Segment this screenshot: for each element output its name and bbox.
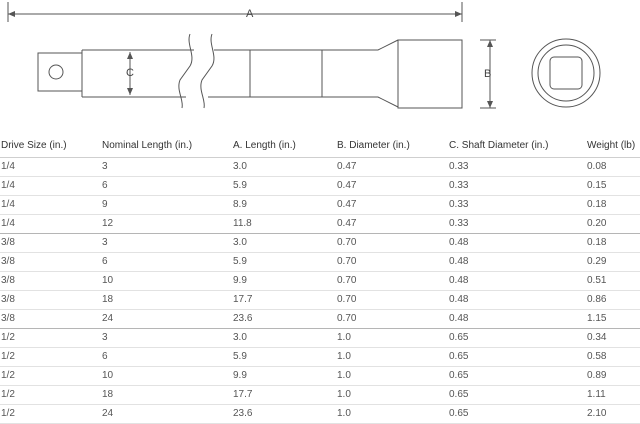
- cell-c-shaft-diameter: 0.48: [448, 291, 586, 310]
- table-row: [0, 329, 640, 348]
- table-header-row: [0, 134, 640, 158]
- cell-b-diameter: 0.70: [336, 253, 448, 272]
- cell-a-length: 8.9: [232, 196, 336, 215]
- cell-weight: 0.89: [586, 367, 640, 386]
- table-row: [0, 348, 640, 367]
- cell-weight: 2.10: [586, 405, 640, 424]
- cell-c-shaft-diameter: 0.33: [448, 177, 586, 196]
- cell-a-length: 9.9: [232, 367, 336, 386]
- cell-c-shaft-diameter: 0.65: [448, 405, 586, 424]
- table-row: [0, 158, 640, 177]
- shaft-right: [208, 40, 398, 107]
- table-row: [0, 405, 640, 424]
- cell-weight: 0.15: [586, 177, 640, 196]
- cell-c-shaft-diameter: 0.65: [448, 348, 586, 367]
- cell-weight: 0.20: [586, 215, 640, 234]
- specifications-table: [0, 134, 640, 424]
- cell-a-length: 11.8: [232, 215, 336, 234]
- cell-b-diameter: 0.47: [336, 177, 448, 196]
- header-drive-size: Drive Size (in.): [0, 134, 101, 158]
- table-row: [0, 291, 640, 310]
- table-row: [0, 386, 640, 405]
- header-weight: Weight (lb): [586, 134, 640, 158]
- cell-drive-size: 3/8: [0, 310, 101, 329]
- dimension-c-label: C: [126, 67, 134, 79]
- cell-b-diameter: 0.47: [336, 158, 448, 177]
- cell-drive-size: 1/4: [0, 177, 101, 196]
- cell-weight: 0.18: [586, 234, 640, 253]
- cell-weight: 0.29: [586, 253, 640, 272]
- cell-c-shaft-diameter: 0.33: [448, 215, 586, 234]
- cell-weight: 0.18: [586, 196, 640, 215]
- cell-a-length: 5.9: [232, 177, 336, 196]
- cell-c-shaft-diameter: 0.33: [448, 158, 586, 177]
- cell-b-diameter: 0.70: [336, 310, 448, 329]
- cell-a-length: 23.6: [232, 405, 336, 424]
- table-row: [0, 310, 640, 329]
- cell-nominal-length: 24: [101, 310, 232, 329]
- cell-nominal-length: 3: [101, 234, 232, 253]
- cell-b-diameter: 1.0: [336, 386, 448, 405]
- cell-c-shaft-diameter: 0.65: [448, 329, 586, 348]
- cell-b-diameter: 0.47: [336, 196, 448, 215]
- cell-a-length: 9.9: [232, 272, 336, 291]
- table-row: [0, 196, 640, 215]
- cell-a-length: 23.6: [232, 310, 336, 329]
- cell-c-shaft-diameter: 0.48: [448, 234, 586, 253]
- dimension-b-label: B: [484, 68, 492, 80]
- cell-drive-size: 1/2: [0, 329, 101, 348]
- cell-nominal-length: 3: [101, 329, 232, 348]
- cell-drive-size: 1/2: [0, 348, 101, 367]
- cell-c-shaft-diameter: 0.65: [448, 367, 586, 386]
- cell-nominal-length: 3: [101, 158, 232, 177]
- cell-nominal-length: 6: [101, 348, 232, 367]
- dimension-a-label: A: [246, 8, 254, 20]
- table-row: [0, 367, 640, 386]
- table-row: [0, 177, 640, 196]
- cell-b-diameter: 0.47: [336, 215, 448, 234]
- drive-end: [38, 53, 82, 91]
- cell-c-shaft-diameter: 0.48: [448, 253, 586, 272]
- cell-nominal-length: 10: [101, 272, 232, 291]
- cell-drive-size: 3/8: [0, 291, 101, 310]
- socket-head: [398, 40, 462, 108]
- cell-drive-size: 3/8: [0, 272, 101, 291]
- cell-drive-size: 1/4: [0, 215, 101, 234]
- cell-nominal-length: 18: [101, 386, 232, 405]
- cell-b-diameter: 0.70: [336, 234, 448, 253]
- cell-a-length: 17.7: [232, 386, 336, 405]
- header-b-diameter: B. Diameter (in.): [336, 134, 448, 158]
- cell-weight: 0.58: [586, 348, 640, 367]
- cell-weight: 0.08: [586, 158, 640, 177]
- cell-drive-size: 1/2: [0, 367, 101, 386]
- cell-a-length: 5.9: [232, 348, 336, 367]
- cell-c-shaft-diameter: 0.48: [448, 272, 586, 291]
- header-nominal-length: Nominal Length (in.): [101, 134, 232, 158]
- cell-b-diameter: 1.0: [336, 329, 448, 348]
- cell-c-shaft-diameter: 0.48: [448, 310, 586, 329]
- cell-a-length: 3.0: [232, 329, 336, 348]
- cell-nominal-length: 24: [101, 405, 232, 424]
- extension-bar-diagram: [0, 0, 640, 125]
- table-row: [0, 234, 640, 253]
- cell-a-length: 3.0: [232, 234, 336, 253]
- cell-drive-size: 3/8: [0, 234, 101, 253]
- cell-c-shaft-diameter: 0.33: [448, 196, 586, 215]
- cell-weight: 0.34: [586, 329, 640, 348]
- header-c-shaft-diameter: C. Shaft Diameter (in.): [448, 134, 586, 158]
- cell-b-diameter: 1.0: [336, 405, 448, 424]
- cell-nominal-length: 12: [101, 215, 232, 234]
- cell-a-length: 3.0: [232, 158, 336, 177]
- shaft-left: [82, 50, 194, 97]
- cell-nominal-length: 18: [101, 291, 232, 310]
- cell-drive-size: 1/4: [0, 196, 101, 215]
- table-row: [0, 253, 640, 272]
- cell-nominal-length: 9: [101, 196, 232, 215]
- cell-drive-size: 1/2: [0, 405, 101, 424]
- cell-c-shaft-diameter: 0.65: [448, 386, 586, 405]
- cell-nominal-length: 10: [101, 367, 232, 386]
- cell-weight: 0.86: [586, 291, 640, 310]
- cell-drive-size: 1/2: [0, 386, 101, 405]
- cell-a-length: 5.9: [232, 253, 336, 272]
- cell-drive-size: 3/8: [0, 253, 101, 272]
- cell-b-diameter: 1.0: [336, 348, 448, 367]
- dimension-a: [8, 2, 462, 22]
- table-row: [0, 272, 640, 291]
- cell-drive-size: 1/4: [0, 158, 101, 177]
- cell-b-diameter: 0.70: [336, 272, 448, 291]
- table-row: [0, 215, 640, 234]
- cell-weight: 0.51: [586, 272, 640, 291]
- cell-b-diameter: 0.70: [336, 291, 448, 310]
- cell-weight: 1.11: [586, 386, 640, 405]
- cell-weight: 1.15: [586, 310, 640, 329]
- cell-nominal-length: 6: [101, 177, 232, 196]
- cell-b-diameter: 1.0: [336, 367, 448, 386]
- cell-a-length: 17.7: [232, 291, 336, 310]
- cell-nominal-length: 6: [101, 253, 232, 272]
- header-a-length: A. Length (in.): [232, 134, 336, 158]
- socket-end-view: [532, 39, 600, 107]
